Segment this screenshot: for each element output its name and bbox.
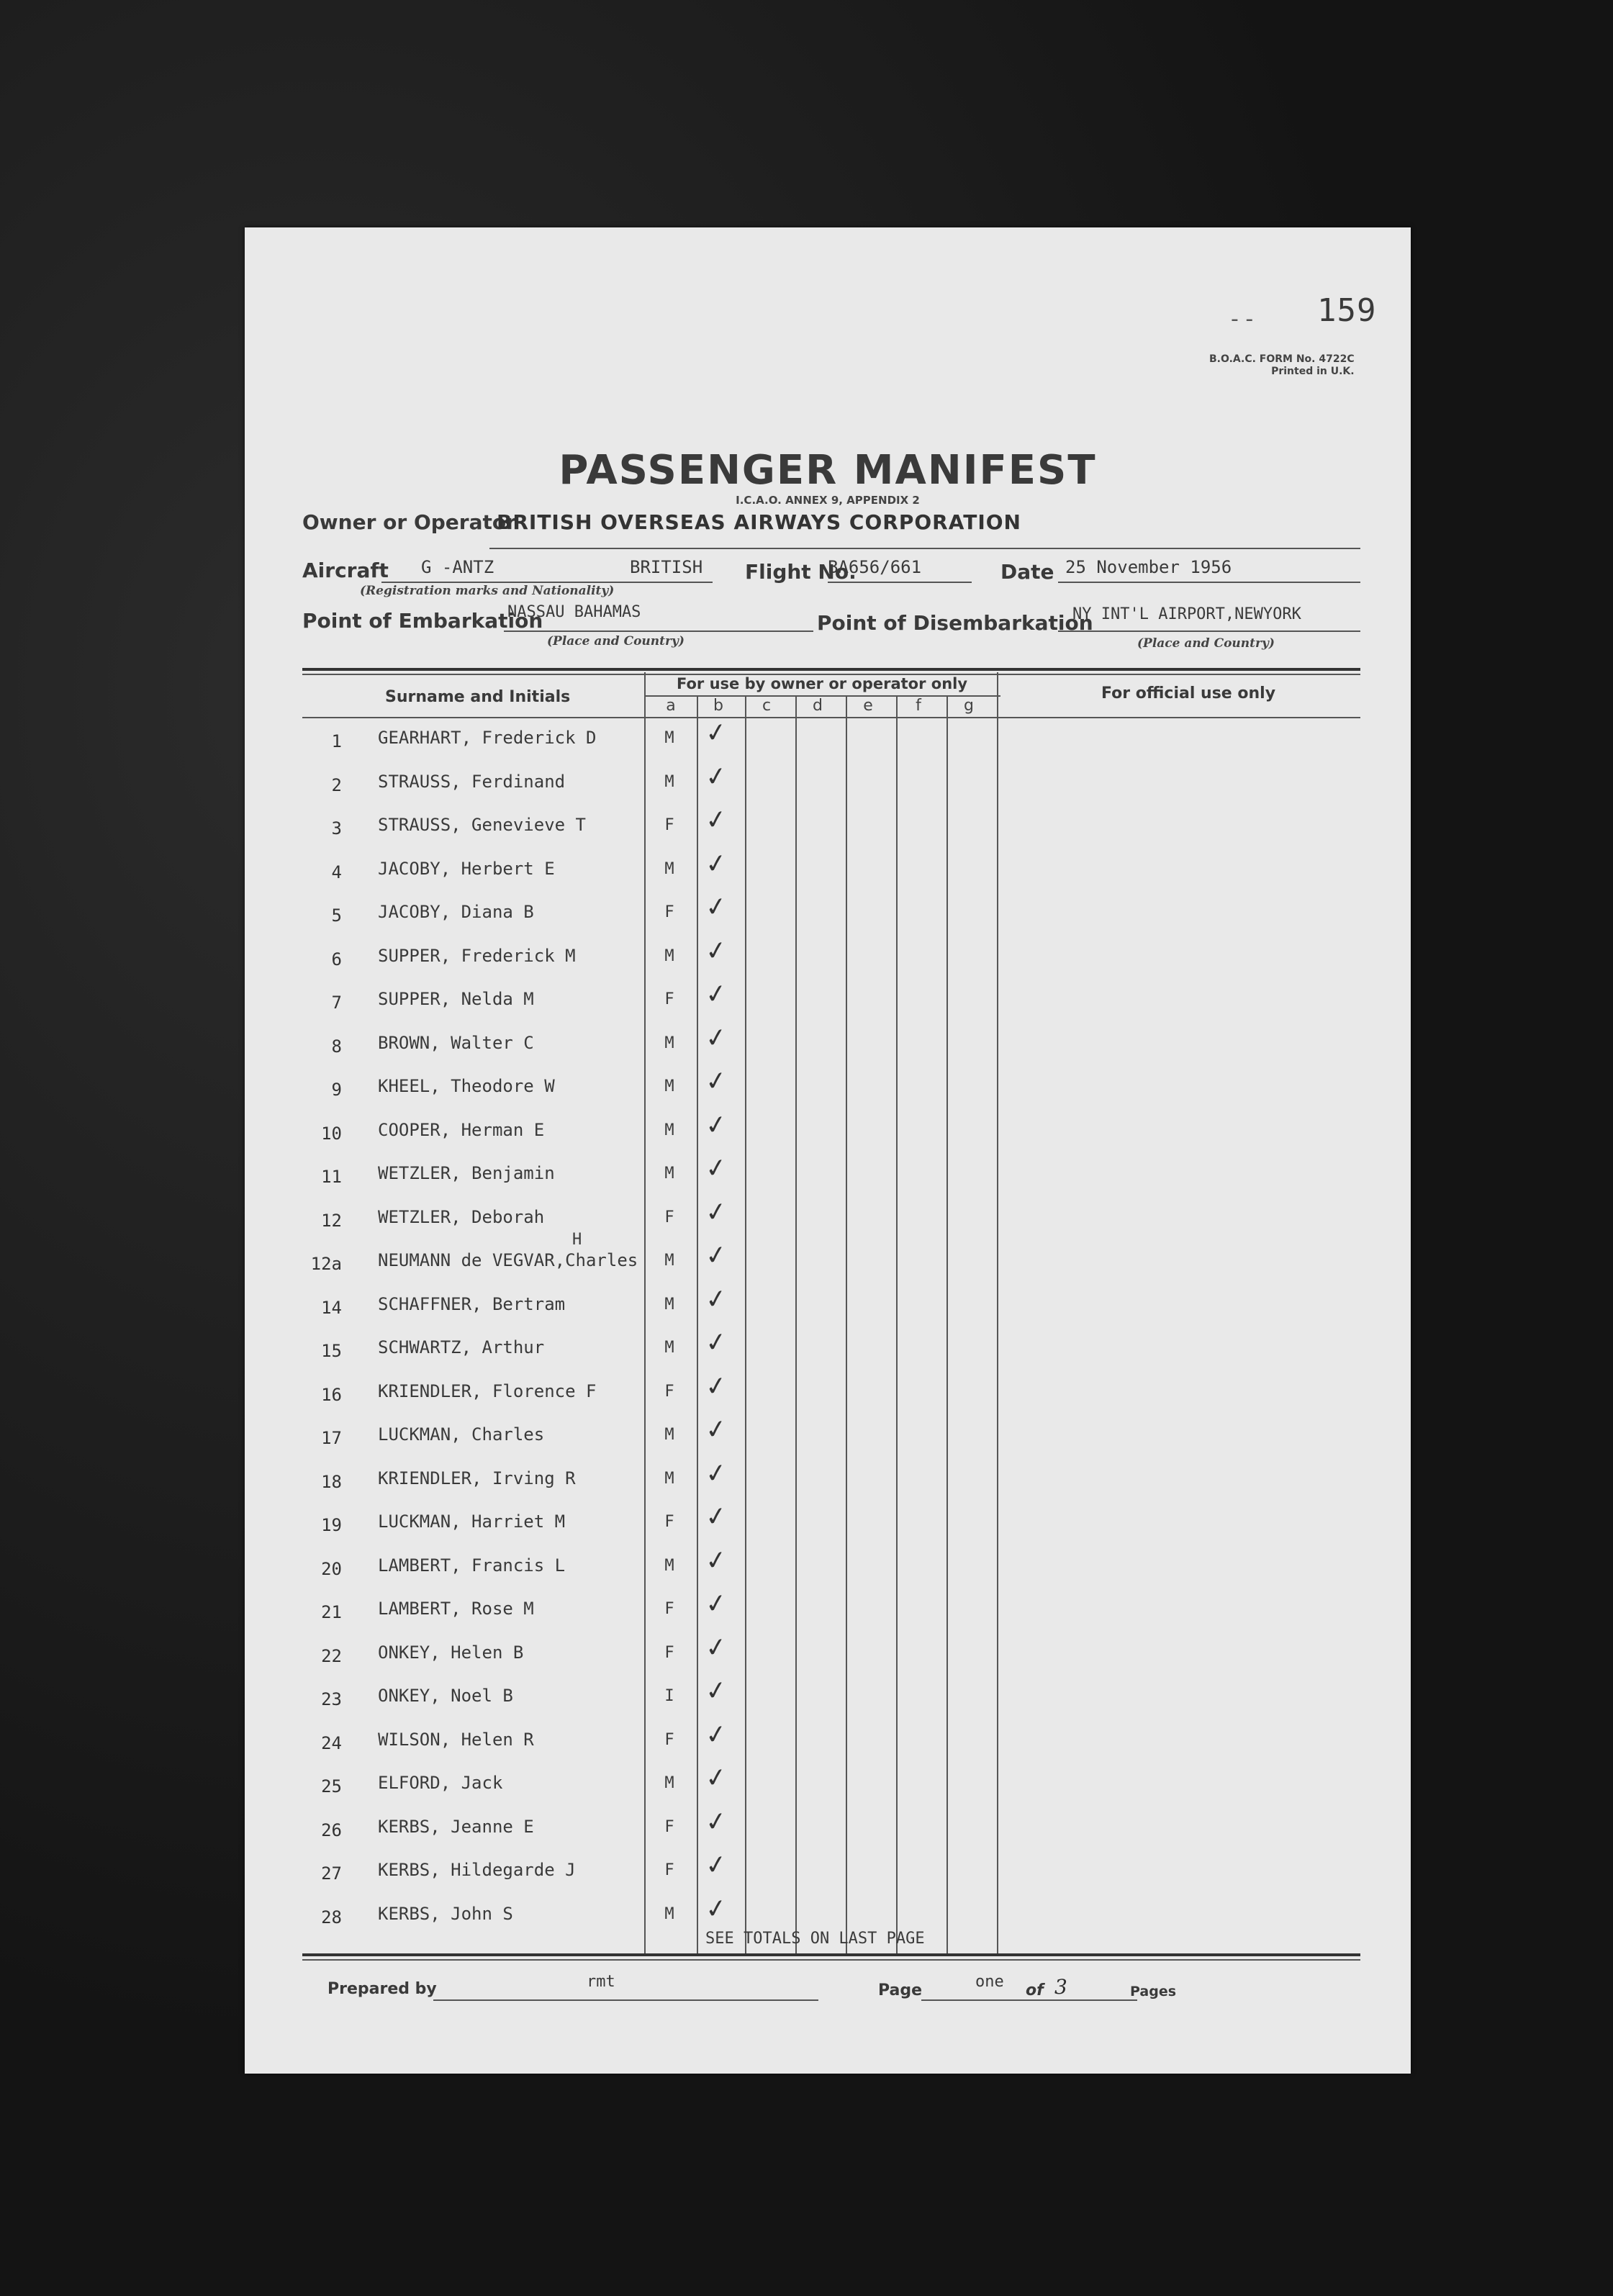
check-mark-icon: ✓: [703, 1283, 729, 1316]
passenger-name: JACOBY, Herbert E: [378, 858, 555, 879]
row-number: 4: [331, 862, 342, 882]
row-number: 26: [321, 1820, 342, 1840]
passenger-name: KRIENDLER, Florence F: [378, 1380, 597, 1401]
check-mark-icon: ✓: [703, 1762, 729, 1794]
aircraft-underline: [381, 582, 713, 583]
table-row: [245, 1545, 1411, 1588]
table-row: [245, 1414, 1411, 1457]
passenger-sex: M: [664, 859, 674, 878]
page-number: 159: [1317, 292, 1377, 329]
page-subtitle: I.C.A.O. ANNEX 9, APPENDIX 2: [736, 494, 920, 507]
check-mark-icon: ✓: [703, 1849, 729, 1881]
row-number: 14: [321, 1297, 342, 1318]
passenger-name: ONKEY, Noel B: [378, 1686, 513, 1706]
of-value: 3: [1054, 1975, 1067, 1999]
passenger-sex: M: [664, 1165, 674, 1183]
passenger-name: KERBS, Jeanne E: [378, 1816, 534, 1837]
passenger-name: KERBS, John S: [378, 1903, 513, 1924]
table-row: [245, 1501, 1411, 1545]
row-number: 23: [321, 1689, 342, 1709]
dash-marks: - -: [1231, 307, 1254, 332]
check-mark-icon: ✓: [703, 1631, 729, 1664]
disembarkation-value: NY INT'L AIRPORT,NEWYORK: [1072, 605, 1301, 623]
row-number: 10: [321, 1123, 342, 1144]
check-mark-icon: ✓: [703, 1892, 729, 1925]
table-row: [245, 804, 1411, 848]
passenger-sex: F: [664, 990, 674, 1008]
page-value: one: [975, 1973, 1004, 1991]
passenger-name: WETZLER, Benjamin: [378, 1163, 555, 1183]
check-mark-icon: ✓: [703, 1588, 729, 1620]
table-row: [245, 1022, 1411, 1066]
check-mark-icon: ✓: [703, 1152, 729, 1185]
passenger-sex: M: [664, 729, 674, 747]
passenger-name: SCHWARTZ, Arthur: [378, 1337, 545, 1357]
check-mark-icon: ✓: [703, 1675, 729, 1707]
check-mark-icon: ✓: [703, 1108, 729, 1142]
passenger-name: GEARHART, Frederick D: [378, 728, 597, 748]
page-title: PASSENGER MANIFEST: [559, 447, 1097, 494]
row-number: 8: [331, 1036, 342, 1057]
col-letter-e: e: [863, 697, 873, 715]
passenger-name: STRAUSS, Ferdinand: [378, 771, 566, 792]
row-number: 11: [321, 1167, 342, 1187]
table-top-rule: [302, 668, 1360, 671]
passenger-sex: F: [664, 1643, 674, 1662]
form-number: B.O.A.C. FORM No. 4722C: [1209, 353, 1355, 365]
passenger-sex: F: [664, 816, 674, 834]
passenger-sex: F: [664, 1730, 674, 1749]
passenger-name: COOPER, Herman E: [378, 1119, 545, 1140]
passenger-sex: F: [664, 1513, 674, 1531]
row-number: 17: [321, 1428, 342, 1448]
table-row: [245, 848, 1411, 892]
flight-underline: [828, 582, 972, 583]
table-row: [245, 1231, 1411, 1283]
passenger-sex: M: [664, 772, 674, 791]
table-row: [245, 1065, 1411, 1109]
col-letter-f: f: [916, 697, 921, 715]
embarkation-underline: [504, 631, 813, 632]
row-number: 27: [321, 1863, 342, 1884]
table-row: [245, 891, 1411, 935]
row-number: 5: [331, 905, 342, 926]
check-mark-icon: ✓: [703, 1501, 729, 1533]
table-row: [245, 1762, 1411, 1806]
disembarkation-underline: [1058, 631, 1360, 632]
check-mark-icon: ✓: [703, 1414, 729, 1446]
official-column-header: For official use only: [1101, 684, 1276, 702]
check-mark-icon: ✓: [703, 1370, 729, 1403]
passenger-sex: F: [664, 1861, 674, 1879]
row-number: 22: [321, 1645, 342, 1666]
passenger-name: JACOBY, Diana B: [378, 902, 534, 922]
passenger-name: KERBS, Hildegarde J: [378, 1860, 576, 1880]
passenger-sex: M: [664, 1339, 674, 1357]
row-number: 9: [331, 1080, 342, 1100]
passenger-name: WETZLER, Deborah: [378, 1206, 545, 1227]
prepared-by-label: Prepared by: [327, 1980, 437, 1998]
passenger-sex: F: [664, 1382, 674, 1401]
passenger-name: WILSON, Helen R: [378, 1729, 534, 1750]
prepared-by-underline: [433, 1999, 818, 2001]
totals-note: SEE TOTALS ON LAST PAGE: [705, 1930, 925, 1948]
passenger-name: KHEEL, Theodore W: [378, 1076, 555, 1096]
check-mark-icon: ✓: [703, 1021, 729, 1054]
passenger-name: LUCKMAN, Harriet M: [378, 1511, 566, 1532]
printed-in: Printed in U.K.: [1271, 366, 1355, 377]
check-mark-icon: ✓: [703, 1239, 729, 1272]
row-number: 20: [321, 1558, 342, 1579]
table-row: [245, 1806, 1411, 1850]
passenger-sex: M: [664, 1556, 674, 1575]
page-underline: [921, 1999, 1137, 2001]
aircraft-registration: G -ANTZ: [421, 557, 494, 577]
disembarkation-label: Point of Disembarkation: [817, 611, 1093, 635]
passenger-sex: F: [664, 1600, 674, 1618]
table-row: [245, 1675, 1411, 1719]
passenger-name: STRAUSS, Genevieve T: [378, 815, 586, 835]
passenger-name: LAMBERT, Rose M: [378, 1599, 534, 1619]
passenger-sex: M: [664, 1034, 674, 1052]
pages-label: Pages: [1130, 1984, 1177, 1999]
disembarkation-caption: (Place and Country): [1137, 636, 1275, 651]
check-mark-icon: ✓: [703, 1544, 729, 1577]
passenger-name: SUPPER, Frederick M: [378, 945, 576, 966]
prepared-by-value: rmt: [587, 1973, 615, 1991]
embarkation-value: NASSAU BAHAMAS: [507, 603, 641, 621]
table-row: [245, 1109, 1411, 1153]
passenger-sex: M: [664, 1295, 674, 1314]
check-mark-icon: ✓: [703, 1718, 729, 1751]
flight-value: BA656/661: [828, 557, 922, 577]
check-mark-icon: ✓: [703, 1326, 729, 1359]
row-number: 21: [321, 1602, 342, 1622]
table-row: [245, 717, 1411, 761]
aircraft-nationality: BRITISH: [630, 557, 703, 577]
col-letter-a: a: [666, 697, 676, 715]
row-number: 12a: [310, 1254, 342, 1274]
passenger-name: ELFORD, Jack: [378, 1773, 503, 1793]
row-number: 2: [331, 774, 342, 795]
name-column-header: Surname and Initials: [385, 688, 571, 706]
embarkation-caption: (Place and Country): [547, 634, 684, 648]
owner-underline: [489, 548, 1360, 549]
table-row: [245, 1849, 1411, 1893]
owner-column-header: For use by owner or operator only: [677, 675, 968, 692]
passenger-name: LAMBERT, Francis L: [378, 1555, 566, 1576]
table-row: [245, 1196, 1411, 1240]
row-number: 24: [321, 1732, 342, 1753]
row-number: 28: [321, 1907, 342, 1927]
table-row: [245, 1457, 1411, 1501]
check-mark-icon: ✓: [703, 891, 729, 923]
passenger-sex: M: [664, 1121, 674, 1139]
aircraft-label: Aircraft: [302, 559, 389, 582]
table-row: [245, 1719, 1411, 1763]
passenger-name: NEUMANN de VEGVAR,Charles: [378, 1250, 638, 1270]
name-superscript: H: [572, 1231, 582, 1249]
table-row: [245, 1326, 1411, 1370]
col-letter-b: b: [713, 697, 723, 715]
row-number: 7: [331, 993, 342, 1013]
passenger-sex: M: [664, 1904, 674, 1923]
page-label: Page: [878, 1981, 923, 1999]
table-row: [245, 761, 1411, 805]
passenger-name: ONKEY, Helen B: [378, 1642, 524, 1663]
of-label: of: [1026, 1981, 1044, 1999]
passenger-sex: M: [664, 1077, 674, 1095]
table-row: [245, 1283, 1411, 1327]
col-letter-d: d: [813, 697, 823, 715]
owner-value: BRITISH OVERSEAS AIRWAYS CORPORATION: [497, 510, 1021, 534]
table-row: [245, 1588, 1411, 1632]
owner-label: Owner or Operator: [302, 510, 516, 534]
passenger-sex: M: [664, 1252, 674, 1270]
embarkation-label: Point of Embarkation: [302, 609, 543, 633]
registration-caption: (Registration marks and Nationality): [360, 584, 615, 598]
table-row: [245, 1632, 1411, 1676]
passenger-sex: M: [664, 946, 674, 965]
date-value: 25 November 1956: [1065, 557, 1232, 577]
table-row: [245, 1152, 1411, 1196]
passenger-name: SUPPER, Nelda M: [378, 989, 534, 1009]
flight-label: Flight No.: [745, 560, 857, 584]
check-mark-icon: ✓: [703, 1457, 729, 1490]
date-underline: [1058, 582, 1360, 583]
check-mark-icon: ✓: [703, 847, 729, 880]
passenger-sex: F: [664, 1817, 674, 1836]
row-number: 1: [331, 731, 342, 751]
col-letter-g: g: [964, 697, 974, 715]
table-bottom-rule-2: [302, 1959, 1360, 1961]
row-number: 19: [321, 1515, 342, 1535]
table-row: [245, 1370, 1411, 1414]
form-number-block: [1209, 353, 1355, 378]
row-number: 16: [321, 1384, 342, 1405]
col-letter-c: c: [762, 697, 772, 715]
passenger-sex: M: [664, 1469, 674, 1488]
passenger-name: BROWN, Walter C: [378, 1032, 534, 1053]
check-mark-icon: ✓: [703, 1805, 729, 1838]
row-number: 6: [331, 949, 342, 970]
passenger-sex: I: [664, 1687, 674, 1705]
passenger-sex: M: [664, 1426, 674, 1444]
row-number: 3: [331, 818, 342, 839]
date-label: Date: [1000, 560, 1054, 584]
passenger-sex: F: [664, 1208, 674, 1226]
passenger-sex: M: [664, 1774, 674, 1792]
check-mark-icon: ✓: [703, 760, 729, 793]
passenger-sex: F: [664, 903, 674, 921]
row-number: 18: [321, 1471, 342, 1492]
check-mark-icon: ✓: [703, 804, 729, 836]
check-mark-icon: ✓: [703, 1065, 729, 1098]
check-mark-icon: ✓: [703, 934, 729, 967]
passenger-name: LUCKMAN, Charles: [378, 1424, 545, 1445]
manifest-page: [245, 227, 1411, 2074]
check-mark-icon: ✓: [703, 717, 729, 749]
table-row: [245, 935, 1411, 979]
passenger-name: KRIENDLER, Irving R: [378, 1468, 576, 1488]
table-row: [245, 978, 1411, 1022]
table-bottom-rule: [302, 1953, 1360, 1956]
check-mark-icon: ✓: [703, 1196, 729, 1229]
passenger-name: SCHAFFNER, Bertram: [378, 1293, 566, 1314]
row-number: 15: [321, 1341, 342, 1361]
row-number: 12: [321, 1210, 342, 1231]
check-mark-icon: ✓: [703, 978, 729, 1011]
row-number: 25: [321, 1776, 342, 1796]
